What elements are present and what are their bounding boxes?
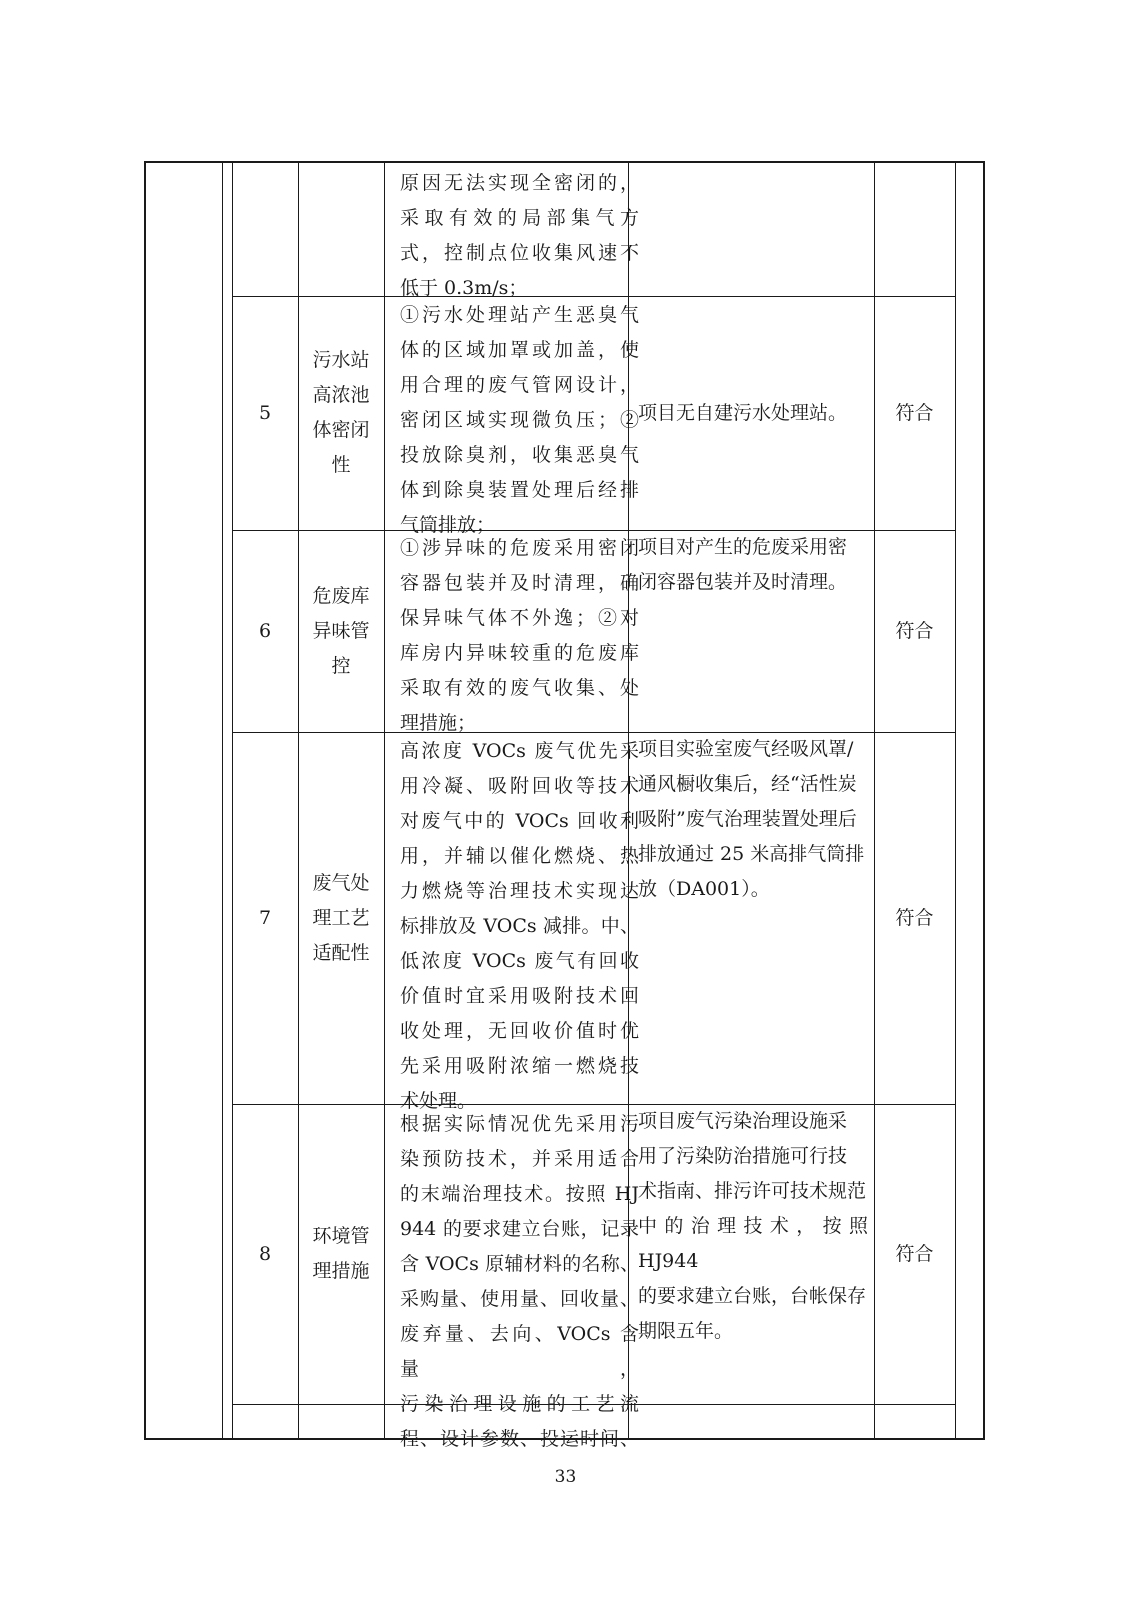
row-number: 8: [258, 1242, 272, 1265]
item-name: 废气处 理工艺 适配性: [312, 871, 370, 964]
item-name: 环境管 理措施: [312, 1225, 370, 1282]
situation-cell: 项目实验室废气经吸风罩/ 通风橱收集后，经“活性炭 吸附”废气治理装置处理后 排放通过 25 米高排气筒排 放（DA001）。: [638, 738, 865, 900]
requirement-cell: ①污水处理站产生恶臭气 体的区域加罩或加盖，使 用合理的废气管网设计， 密闭区域实现微负压；② 投放除臭剂，收集恶臭气 体到除臭装置处理后经排 气筒排放；: [400, 304, 639, 536]
row-number: 7: [258, 906, 272, 929]
item-name: 污水站 高浓池 体密闭 性: [312, 349, 370, 476]
table-vline: [222, 161, 223, 1440]
requirement-cell: 根据实际情况优先采用污 染预防技术，并采用适合 的末端治理技术。按照 HJ 944 的要求建立台账，记录 含 VOCs 原辅材料的名称、 采购量、使用量、回收量、 废弃量、去向、VOCs 含量， 污染治理设施的工艺流 程、设计参数、投运时间、: [400, 1113, 639, 1450]
conclusion-cell: 符合: [895, 401, 934, 424]
conclusion-cell: 符合: [895, 906, 934, 929]
situation-cell: 项目无自建污水处理站。: [638, 401, 848, 424]
requirement-cell: 原因无法实现全密闭的， 采取有效的局部集气方 式，控制点位收集风速不 低于 0.3m/s；: [400, 172, 639, 299]
row-number: 6: [258, 619, 272, 642]
table-vline: [955, 161, 956, 1440]
situation-cell: 项目对产生的危废采用密 闭容器包装并及时清理。: [638, 536, 848, 593]
situation-cell: 项目废气污染治理设施采 用了污染防治措施可行技 术指南、排污许可技术规范 中的治理技术，按照 HJ944 的要求建立台账，台帐保存 期限五年。: [638, 1110, 868, 1342]
conclusion-cell: 符合: [895, 619, 934, 642]
table-vline: [384, 161, 385, 1440]
requirement-cell: 高浓度 VOCs 废气优先采 用冷凝、吸附回收等技术 对废气中的 VOCs 回收利 用，并辅以催化燃烧、热 力燃烧等治理技术实现达 标排放及 VOCs 减排。中、 低浓度 VOCs 废气有回收 价值时宜采用吸附技术回 收处理，无回收价值时优 先采用吸附浓缩一燃烧技 术处理。: [400, 740, 639, 1112]
conclusion-cell: 符合: [895, 1242, 934, 1265]
row-number: 5: [258, 401, 272, 424]
requirement-cell: ①涉异味的危废采用密闭 容器包装并及时清理，确 保异味气体不外逸；②对 库房内异味较重的危废库 采取有效的废气收集、处 理措施；: [400, 537, 639, 734]
page-number: 33: [554, 1467, 577, 1487]
item-name: 危废库 异味管 控: [312, 584, 370, 677]
